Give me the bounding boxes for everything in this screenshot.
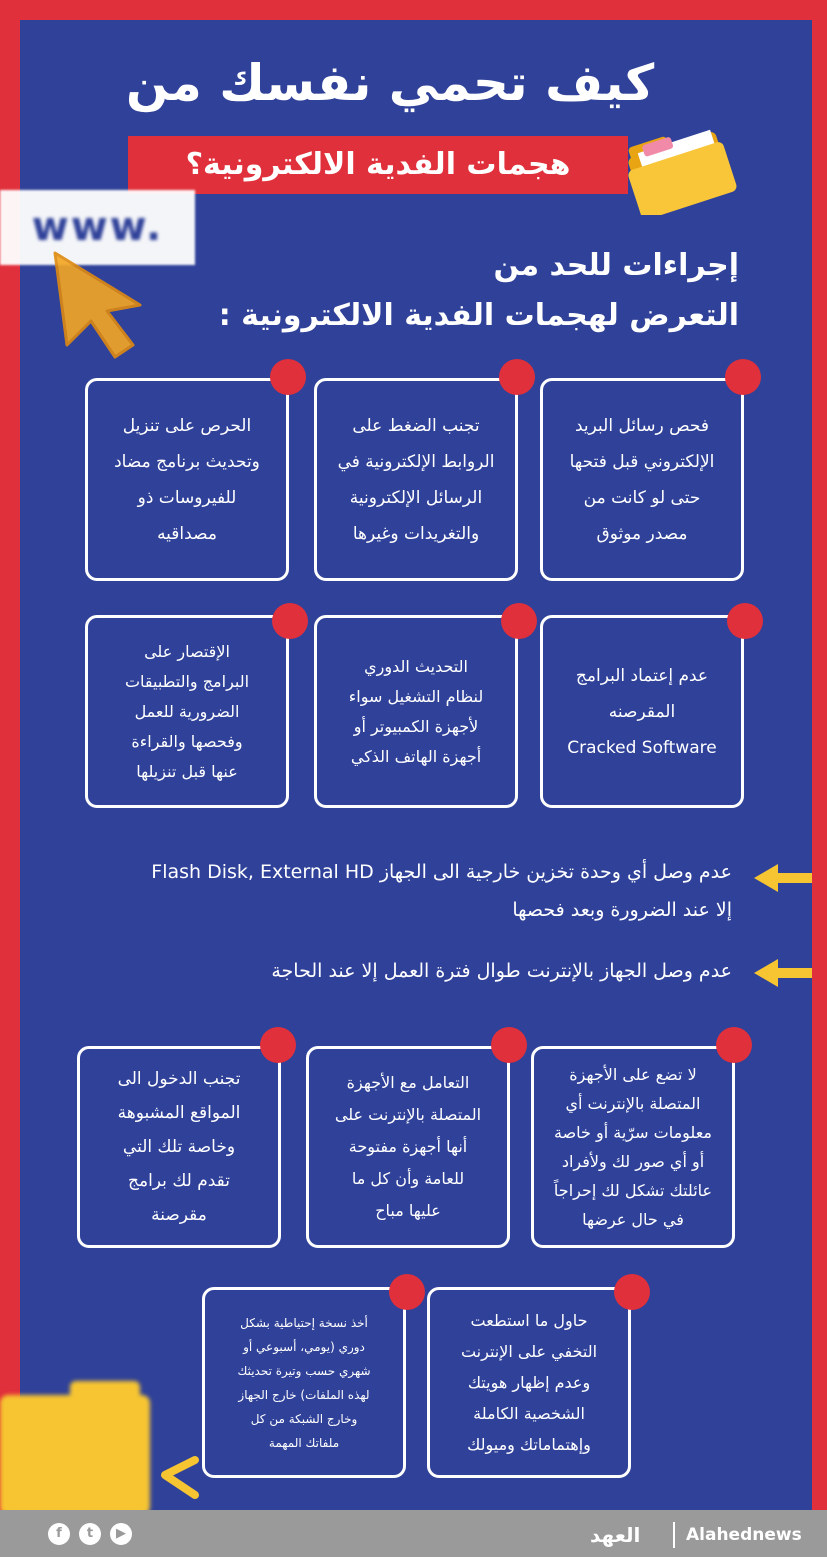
card-dot xyxy=(272,603,308,639)
tip-text: تجنب الضغط على الروابط الإلكترونية في الرسائل الإلكترونية والتغريدات وغيرها xyxy=(337,415,495,544)
www-label: www. xyxy=(31,204,164,250)
tip-text: الحرص على تنزيل وتحديث برنامج مضاد للفيروسات ذو مصداقيه xyxy=(114,415,260,544)
section-heading-line2: التعرض لهجمات الفدية الالكترونية : xyxy=(218,298,739,333)
tip-card xyxy=(314,615,518,808)
youtube-icon[interactable]: ▶ xyxy=(110,1523,132,1545)
twitter-icon[interactable]: t xyxy=(79,1523,101,1545)
tip-card xyxy=(314,378,518,581)
tip-card xyxy=(540,378,744,581)
page-title: كيف تحمي نفسك من xyxy=(125,54,655,112)
card-dot xyxy=(727,603,763,639)
footer-divider xyxy=(673,1522,675,1548)
tip-text: التحديث الدوري لنظام التشغيل سواء لأجهزة الكمبيوتر أو أجهزة الهاتف الذكي xyxy=(348,656,484,766)
tip-arrow-item xyxy=(82,853,732,929)
tip-text: لا تضع على الأجهزة المتصلة بالإنترنت أي معلومات سرّية أو خاصة أو أي صور لك ولأفراد عائلتك تشكل لك إحراجاً في حال عرضها xyxy=(553,1065,713,1229)
tip-card xyxy=(427,1287,631,1478)
card-dot xyxy=(614,1274,650,1310)
card-dot xyxy=(389,1274,425,1310)
card-dot xyxy=(499,359,535,395)
tip-card xyxy=(306,1046,510,1248)
tip-text: حاول ما استطعت التخفي على الإنترنت وعدم إظهار هويتك الشخصية الكاملة وإهتماماتك وميولك xyxy=(460,1311,598,1454)
tip-card xyxy=(85,615,289,808)
tip-card xyxy=(540,615,744,808)
tip-card xyxy=(531,1046,735,1248)
tip-text: تجنب الدخول الى المواقع المشبوهة وخاصة تلك التي تقدم لك برامج مقرصنة xyxy=(117,1069,241,1225)
tip-text: عدم إعتماد البرامج المقرصنه Cracked Software xyxy=(567,665,717,758)
tip-card xyxy=(85,378,289,581)
tip-text: فحص رسائل البريد الإلكتروني قبل فتحها حتى لو كانت من مصدر موثوق xyxy=(569,415,715,544)
page-subtitle: هجمات الفدية الالكترونية؟ xyxy=(185,147,571,182)
tip-arrow-item xyxy=(82,952,732,990)
tip-card xyxy=(202,1287,406,1478)
card-dot xyxy=(501,603,537,639)
brand-logo-latin[interactable]: Alahednews xyxy=(686,1525,802,1545)
tip-text: عدم وصل الجهاز بالإنترنت طوال فترة العمل إلا عند الحاجة xyxy=(271,960,732,982)
yellow-arrow-icon xyxy=(752,860,814,896)
tip-text: التعامل مع الأجهزة المتصلة بالإنترنت على أنها أجهزة مفتوحة للعامة وأن كل ما عليها مباح xyxy=(334,1073,482,1220)
card-dot xyxy=(270,359,306,395)
section-heading-line1: إجراءات للحد من xyxy=(493,248,739,283)
card-dot xyxy=(716,1027,752,1063)
brand-logo-arabic[interactable]: العهد xyxy=(590,1523,641,1547)
facebook-icon[interactable]: f xyxy=(48,1523,70,1545)
tip-card xyxy=(77,1046,281,1248)
tip-text: الإقتصار على البرامج والتطبيقات الضرورية للعمل وفحصها والقراءة عنها قبل تنزيلها xyxy=(124,641,250,781)
folder-icon xyxy=(615,115,745,215)
tip-text: عدم وصل أي وحدة تخزين خارجية الى الجهاز Flash Disk, External HD إلا عند الضرورة وبعد فحصها xyxy=(151,861,732,921)
card-dot xyxy=(725,359,761,395)
tip-text: أخذ نسخة إحتياطية بشكل دوري (يومي، أسبوعي أو شهري حسب وتيرة تحديثك لهذه الملفات) خارج الجهاز وخارج الشبكة من كل ملفاتك المهمة xyxy=(237,1315,371,1450)
yellow-arrow-icon xyxy=(752,955,814,991)
blurred-folder-icon xyxy=(0,1375,205,1515)
card-dot xyxy=(491,1027,527,1063)
card-dot xyxy=(260,1027,296,1063)
